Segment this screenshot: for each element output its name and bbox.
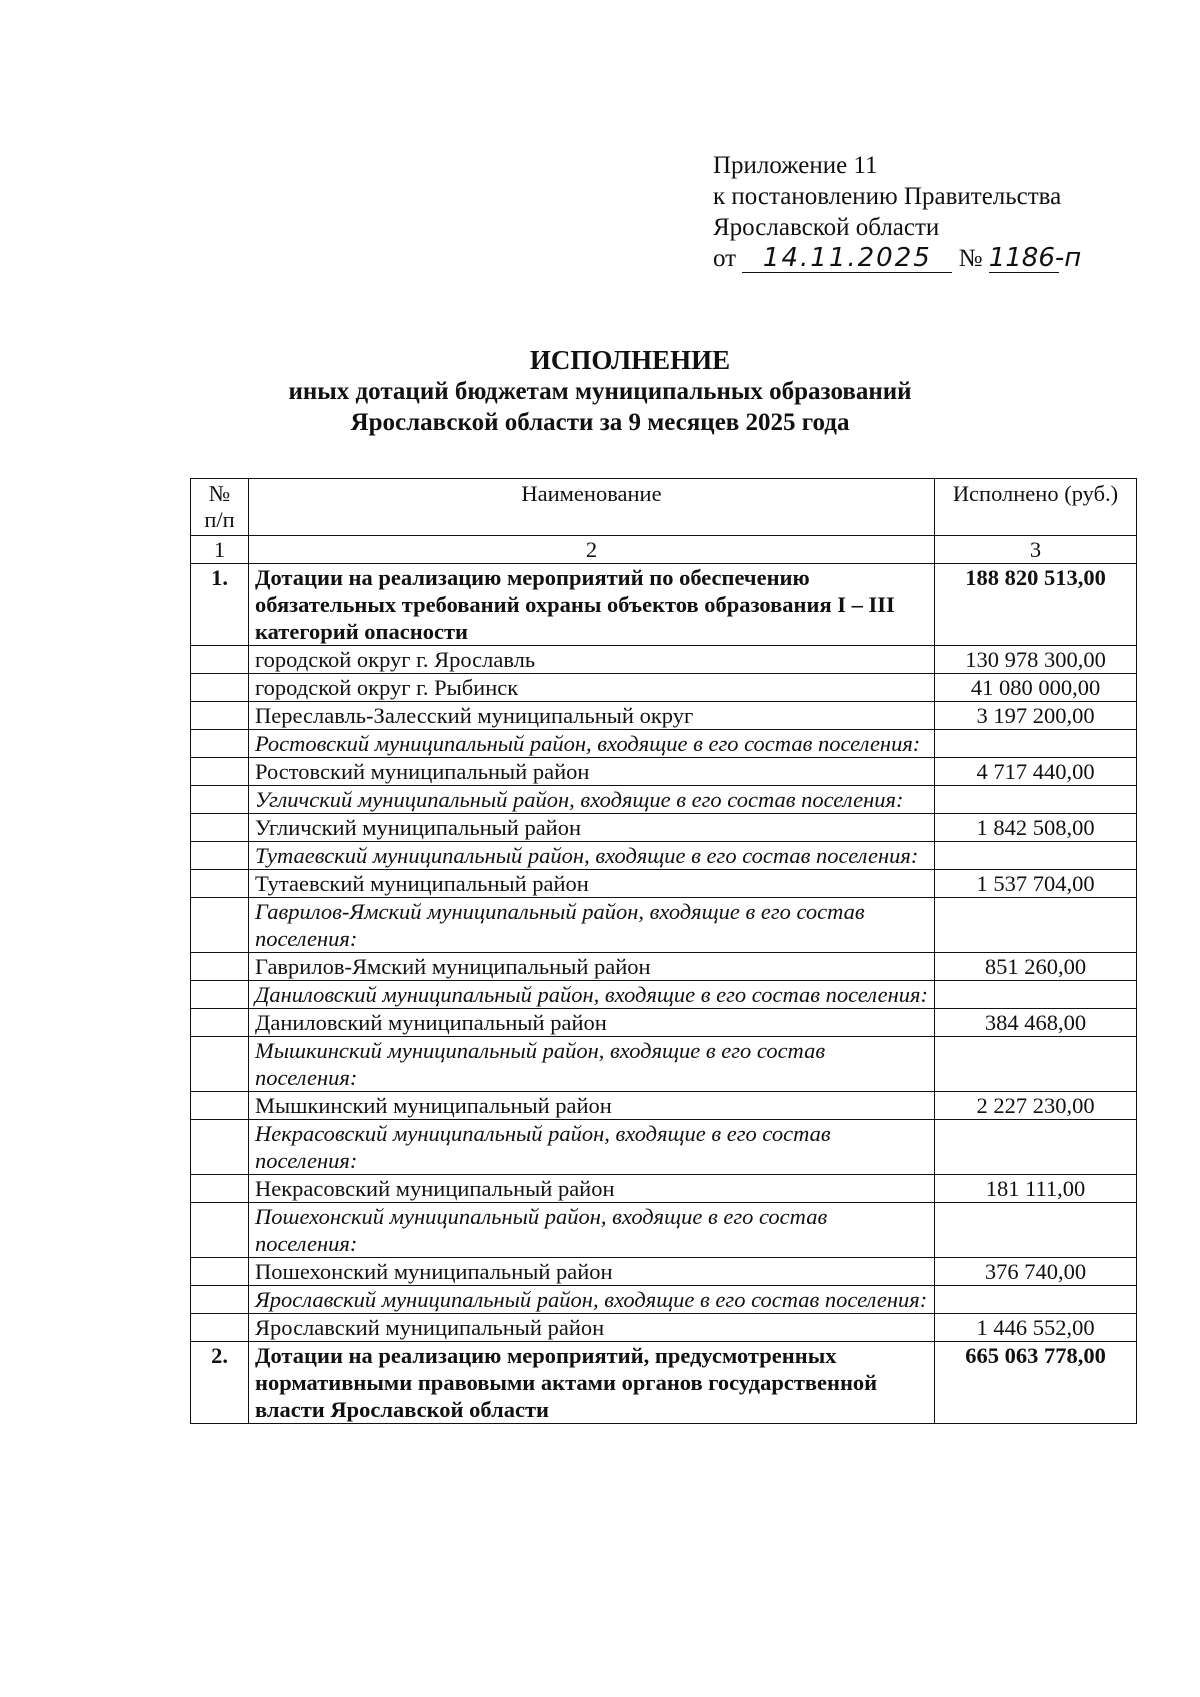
appendix-line-3: Ярославской области [713, 214, 940, 241]
row-name: Тутаевский муниципальный район [249, 870, 935, 898]
document-title [0, 345, 1200, 438]
row-name: Ростовский муниципальный район [249, 758, 935, 786]
table-row [191, 870, 1137, 898]
row-number [191, 702, 249, 730]
row-number [191, 730, 249, 758]
header-number: № п/п [191, 479, 249, 536]
row-name: Тутаевский муниципальный район, входящие в его состав поселения: [249, 842, 935, 870]
row-amount: 665 063 778,00 [935, 1342, 1137, 1424]
row-number [191, 1258, 249, 1286]
row-amount: 41 080 000,00 [935, 674, 1137, 702]
row-number: 2. [191, 1342, 249, 1424]
table-row [191, 674, 1137, 702]
handwritten-number: 1186-п [988, 243, 1082, 273]
row-number [191, 870, 249, 898]
row-amount: 3 197 200,00 [935, 702, 1137, 730]
row-name: Мышкинский муниципальный район [249, 1092, 935, 1120]
table-row [191, 1342, 1137, 1424]
row-number [191, 1009, 249, 1037]
row-amount: 4 717 440,00 [935, 758, 1137, 786]
title-line-3: Ярославской области за 9 месяцев 2025 года [350, 409, 850, 436]
column-number-3: 3 [935, 536, 1137, 564]
table-row [191, 1203, 1137, 1258]
row-name: городской округ г. Ярославль [249, 646, 935, 674]
row-number [191, 1314, 249, 1342]
table-row [191, 786, 1137, 814]
row-name: Переславль-Залесский муниципальный округ [249, 702, 935, 730]
table-row [191, 1037, 1137, 1092]
row-name: Некрасовский муниципальный район, входящие в его состав поселения: [249, 1120, 935, 1175]
row-number [191, 1175, 249, 1203]
appendix-block [713, 150, 1082, 274]
row-number: 1. [191, 564, 249, 646]
row-number [191, 1286, 249, 1314]
row-name: Дотации на реализацию мероприятий, предусмотренных нормативными правовыми актами органов государственной власти Ярославской области [249, 1342, 935, 1424]
date-prefix: от [713, 245, 737, 272]
row-amount: 384 468,00 [935, 1009, 1137, 1037]
row-name: Пошехонский муниципальный район, входящие в его состав поселения: [249, 1203, 935, 1258]
row-number [191, 1037, 249, 1092]
row-name: Ростовский муниципальный район, входящие в его состав поселения: [249, 730, 935, 758]
row-amount [935, 981, 1137, 1009]
row-name: Мышкинский муниципальный район, входящие в его состав поселения: [249, 1037, 935, 1092]
table-row [191, 1286, 1137, 1314]
table-row [191, 564, 1137, 646]
table-row [191, 1092, 1137, 1120]
row-name: Угличский муниципальный район [249, 814, 935, 842]
number-prefix: № [958, 245, 983, 272]
column-number-2: 2 [249, 536, 935, 564]
row-number [191, 981, 249, 1009]
row-amount [935, 1203, 1137, 1258]
row-amount [935, 1037, 1137, 1092]
row-number [191, 1120, 249, 1175]
table-row [191, 702, 1137, 730]
row-name: Некрасовский муниципальный район [249, 1175, 935, 1203]
row-number [191, 674, 249, 702]
table-row [191, 814, 1137, 842]
appendix-line-1: Приложение 11 [713, 152, 878, 179]
table-row [191, 1175, 1137, 1203]
row-amount [935, 786, 1137, 814]
appendix-line-2: к постановлению Правительства [713, 183, 1062, 210]
row-name: Гаврилов-Ямский муниципальный район, входящие в его состав поселения: [249, 898, 935, 953]
row-number [191, 1203, 249, 1258]
row-amount: 376 740,00 [935, 1258, 1137, 1286]
row-number [191, 842, 249, 870]
title-line-2: иных дотаций бюджетам муниципальных образований [288, 378, 912, 405]
table-row [191, 758, 1137, 786]
row-amount: 2 227 230,00 [935, 1092, 1137, 1120]
row-name: Дотации на реализацию мероприятий по обеспечению обязательных требований охраны объектов образования I – III категорий опасности [249, 564, 935, 646]
table-row [191, 1009, 1137, 1037]
row-amount [935, 730, 1137, 758]
row-name: Пошехонский муниципальный район [249, 1258, 935, 1286]
table-row [191, 1120, 1137, 1175]
column-number-1: 1 [191, 536, 249, 564]
title-line-1: ИСПОЛНЕНИЕ [529, 345, 731, 375]
row-amount: 851 260,00 [935, 953, 1137, 981]
row-amount [935, 898, 1137, 953]
row-amount: 1 537 704,00 [935, 870, 1137, 898]
table-row [191, 953, 1137, 981]
row-amount [935, 1286, 1137, 1314]
column-number-row [191, 536, 1137, 564]
row-amount [935, 1120, 1137, 1175]
row-number [191, 814, 249, 842]
row-name: Даниловский муниципальный район [249, 1009, 935, 1037]
row-name: Ярославский муниципальный район, входящие в его состав поселения: [249, 1286, 935, 1314]
appendix-date-line [713, 243, 1082, 274]
row-amount: 181 111,00 [935, 1175, 1137, 1203]
header-name: Наименование [249, 479, 935, 536]
row-number [191, 758, 249, 786]
header-executed: Исполнено (руб.) [935, 479, 1137, 536]
row-number [191, 953, 249, 981]
row-name: Ярославский муниципальный район [249, 1314, 935, 1342]
row-amount: 1 842 508,00 [935, 814, 1137, 842]
row-number [191, 898, 249, 953]
table-row [191, 981, 1137, 1009]
handwritten-date: 14.11.2025 [742, 244, 952, 273]
table-row [191, 646, 1137, 674]
subsidies-table [190, 478, 1137, 1424]
row-number [191, 646, 249, 674]
table-row [191, 1314, 1137, 1342]
row-number [191, 786, 249, 814]
table-row [191, 1258, 1137, 1286]
table-header-row [191, 479, 1137, 536]
table-row [191, 842, 1137, 870]
row-number [191, 1092, 249, 1120]
row-name: Угличский муниципальный район, входящие в его состав поселения: [249, 786, 935, 814]
row-name: городской округ г. Рыбинск [249, 674, 935, 702]
row-name: Гаврилов-Ямский муниципальный район [249, 953, 935, 981]
row-amount: 1 446 552,00 [935, 1314, 1137, 1342]
row-name: Даниловский муниципальный район, входящие в его состав поселения: [249, 981, 935, 1009]
row-amount: 188 820 513,00 [935, 564, 1137, 646]
table-row [191, 898, 1137, 953]
row-amount [935, 842, 1137, 870]
table-row [191, 730, 1137, 758]
row-amount: 130 978 300,00 [935, 646, 1137, 674]
